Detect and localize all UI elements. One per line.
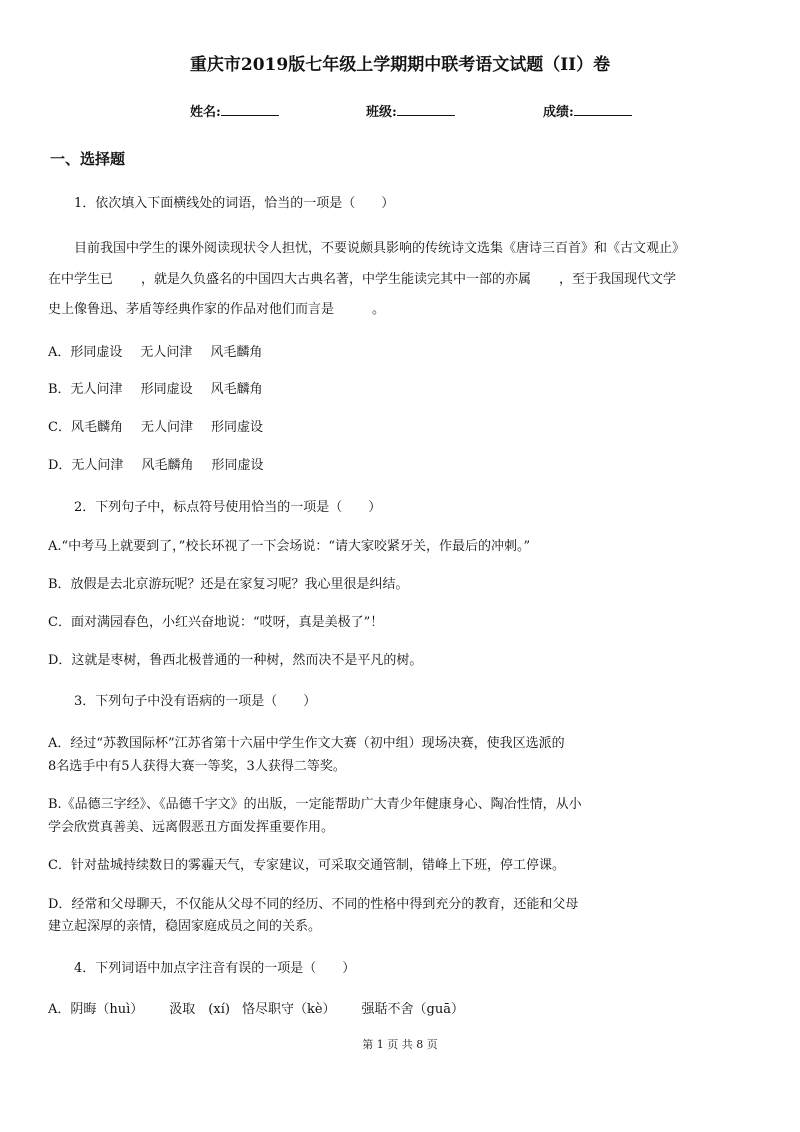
- name-blank[interactable]: [221, 103, 279, 116]
- option-term: 无人问津: [140, 420, 193, 435]
- section-title: 一、选择题: [50, 150, 126, 168]
- question-3-option-c[interactable]: C．针对盐城持续数日的雾霾天气，专家建议，可采取交通管制，错峰上下班，停工停课。: [48, 858, 565, 873]
- class-blank[interactable]: [397, 103, 455, 116]
- option-term: C．风毛麟角: [48, 420, 123, 435]
- question-3-option-a-line-1[interactable]: A．经过“苏教国际杯”江苏省第十六届中学生作文大赛（初中组）现场决赛，使我区选派的: [48, 736, 565, 751]
- option-term: 形同虚设: [210, 420, 263, 435]
- passage-segment: ，就是久负盛名的中国四大古典名著，中学生能读完其中一部的亦属: [141, 272, 532, 287]
- question-1-stem: 1．依次填入下面横线处的词语，恰当的一项是（ ）: [74, 196, 395, 211]
- page-title: 重庆市2019版七年级上学期期中联考语文试题（II）卷: [189, 55, 611, 75]
- question-1-option-b[interactable]: [48, 378, 263, 397]
- question-3-option-d-line-1[interactable]: D．经常和父母聊天，不仅能从父母不同的经历、不同的性格中得到充分的教育，还能和父母: [48, 897, 579, 912]
- question-3-option-b-line-1[interactable]: B.《品德三字经》、《品德千字文》的出版，一定能帮助广大青少年健康身心、陶冶性情，从小: [48, 797, 582, 812]
- score-blank[interactable]: [574, 103, 632, 116]
- option-term: A．形同虚设: [48, 345, 123, 360]
- question-3-option-b-line-2[interactable]: 学会欣赏真善美、远离假恶丑方面发挥重要作用。: [48, 820, 335, 835]
- passage-segment: 史上像鲁迅、茅盾等经典作家的作品对他们而言是: [48, 302, 335, 317]
- passage-segment: 在中学生已: [48, 272, 114, 287]
- option-term: D．无人问津: [48, 458, 124, 473]
- option-term: 形同虚设: [211, 458, 264, 473]
- question-1-passage-line-2: [48, 268, 676, 287]
- name-label: 姓名:: [190, 105, 221, 120]
- option-term: 风毛麟角: [141, 458, 194, 473]
- passage-segment: 。: [372, 302, 386, 317]
- question-1-option-d[interactable]: [48, 454, 263, 473]
- option-term: B．无人问津: [48, 382, 123, 397]
- question-3-stem: 3．下列句子中没有语病的一项是（ ）: [74, 694, 317, 709]
- name-field: [190, 101, 279, 120]
- page-footer: 第 1 页 共 8 页: [362, 1038, 438, 1051]
- option-term: A．阴晦（huì）: [48, 1002, 144, 1017]
- question-2-stem: 2．下列句子中，标点符号使用恰当的一项是（ ）: [74, 500, 382, 515]
- question-1-passage-line-3: [48, 298, 385, 317]
- passage-segment: ，至于我国现代文学: [559, 272, 677, 287]
- question-2-option-c[interactable]: C．面对满园春色，小红兴奋地说：“哎呀，真是美极了”！: [48, 615, 384, 630]
- question-1-option-a[interactable]: [48, 341, 262, 360]
- option-term: 风毛麟角: [210, 382, 263, 397]
- question-2-option-b[interactable]: B．放假是去北京游玩呢？还是在家复习呢？我心里很是纠结。: [48, 577, 409, 592]
- question-1-passage-line-1: 目前我国中学生的课外阅读现状令人担忧，不要说颇具影响的传统诗文选集《唐诗三百首》和《古文观止》: [74, 241, 686, 256]
- question-3-option-d-line-2[interactable]: 建立起深厚的亲情，稳固家庭成员之间的关系。: [48, 919, 322, 934]
- option-term: 汲取 (xí): [169, 1002, 230, 1017]
- option-term: 恪尽职守（kè）: [241, 1002, 336, 1017]
- class-label: 班级:: [366, 105, 397, 120]
- score-label: 成绩:: [543, 105, 574, 120]
- question-4-stem: 4．下列词语中加点字注音有误的一项是（ ）: [74, 961, 356, 976]
- option-term: 强聒不舍（guā）: [361, 1002, 464, 1017]
- question-2-option-a[interactable]: A.“中考马上就要到了，”校长环视了一下会场说：“请大家咬紧牙关，作最后的冲刺。”: [48, 539, 531, 554]
- class-field: [366, 101, 455, 120]
- question-3-option-a-line-2[interactable]: 8名选手中有5人获得大赛一等奖，3人获得二等奖。: [48, 759, 346, 774]
- question-2-option-d[interactable]: D．这就是枣树，鲁西北极普通的一种树，然而决不是平凡的树。: [48, 653, 423, 668]
- option-term: 形同虚设: [140, 382, 193, 397]
- score-field: [543, 101, 632, 120]
- option-term: 无人问津: [140, 345, 193, 360]
- option-term: 风毛麟角: [210, 345, 263, 360]
- question-1-option-c[interactable]: [48, 416, 263, 435]
- question-4-option-a[interactable]: [48, 998, 464, 1017]
